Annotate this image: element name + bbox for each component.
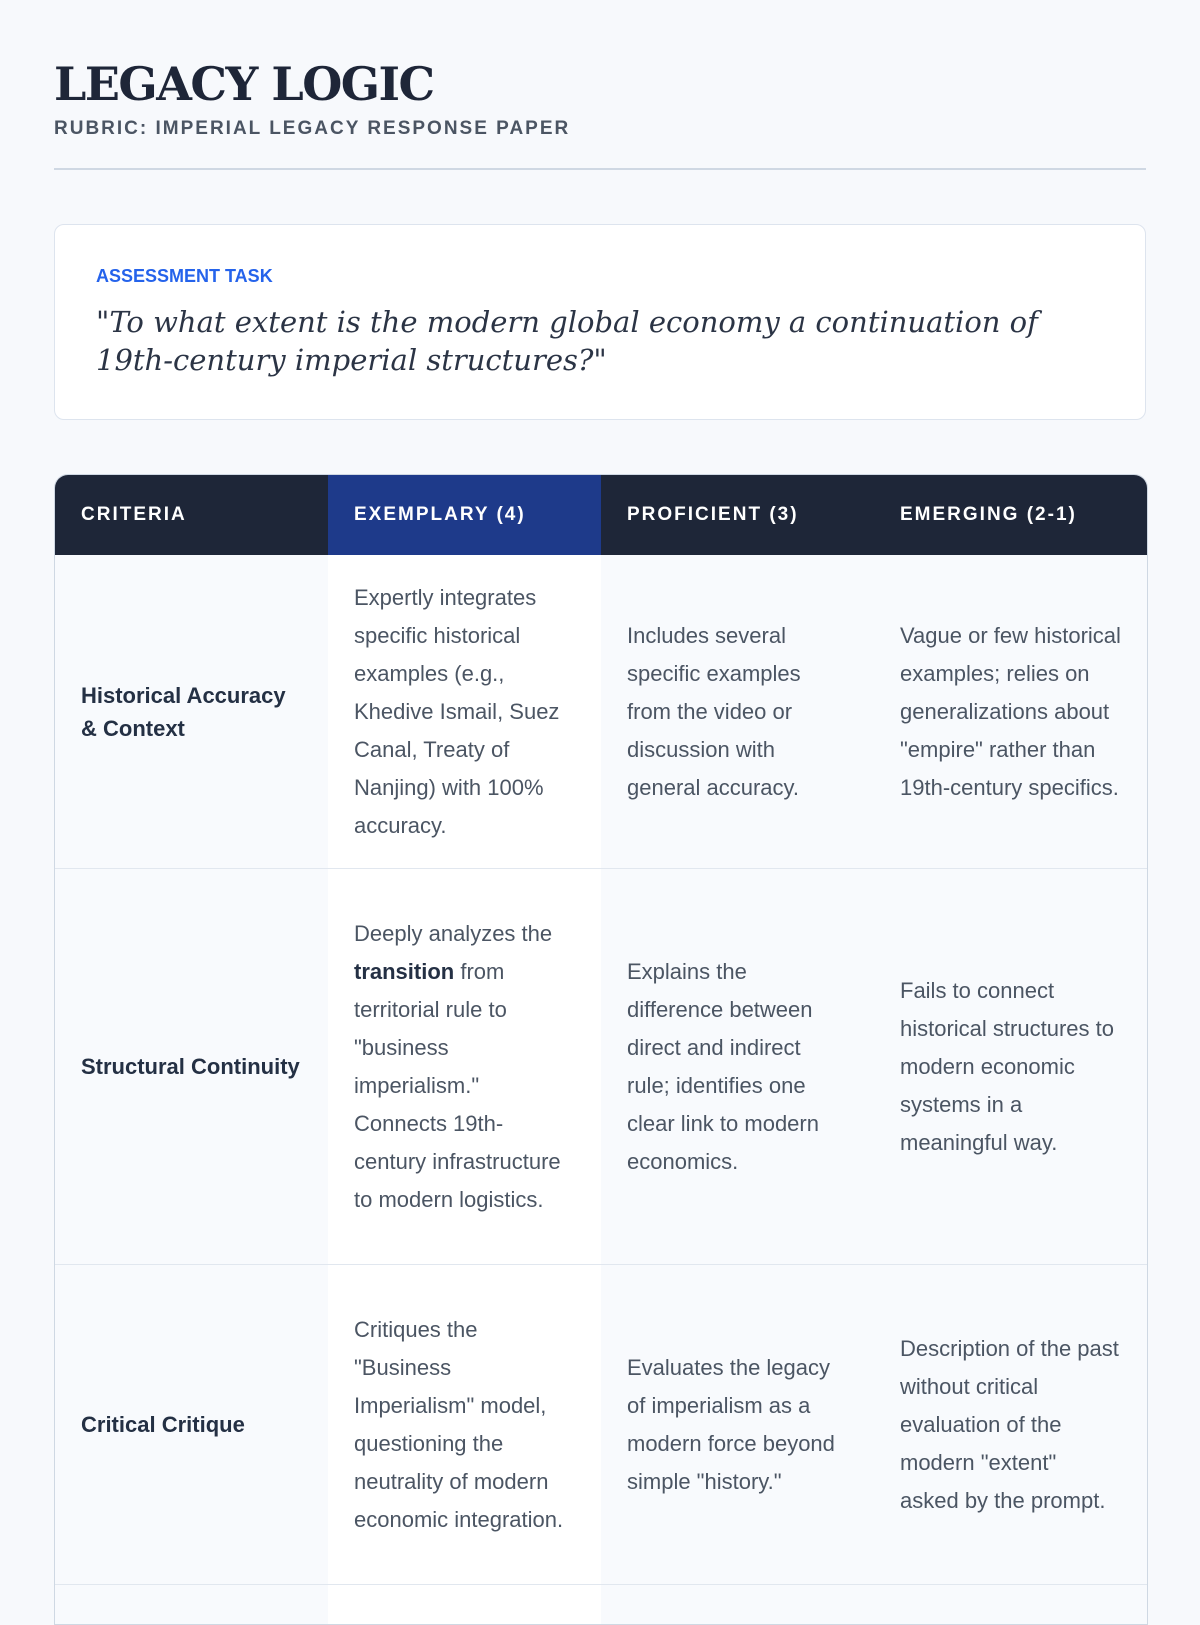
emerging-cell: Fails to connect historical structures to modern economic systems in a meaningful way. xyxy=(874,869,1147,1264)
emerging-cell: Description of the past without critical evaluation of the modern "extent" asked by the prompt. xyxy=(874,1265,1147,1584)
column-header-proficient: PROFICIENT (3) xyxy=(627,504,799,525)
column-header-exemplary: EXEMPLARY (4) xyxy=(328,475,601,555)
criteria-cell-empty xyxy=(55,1585,328,1624)
table-row xyxy=(55,555,1147,868)
table-row-partial xyxy=(55,1584,1147,1624)
criteria-cell: Critical Critique xyxy=(55,1265,328,1584)
exemplary-cell-empty xyxy=(328,1585,601,1624)
criteria-cell: Structural Continuity xyxy=(55,869,328,1264)
exemplary-text-start: Deeply analyzes the xyxy=(354,920,553,946)
emerging-cell-empty xyxy=(874,1585,1147,1624)
proficient-cell: Explains the difference between direct and indirect rule; identifies one clear link to modern economics. xyxy=(601,869,874,1264)
rubric-header-row xyxy=(55,475,1147,555)
page-subtitle: RUBRIC: IMPERIAL LEGACY RESPONSE PAPER xyxy=(54,118,571,139)
brand-title: LEGACY LOGIC xyxy=(54,57,434,111)
assessment-task-card xyxy=(54,224,1146,420)
task-question: "To what extent is the modern global economy a continuation of 19th-century imperial structures?" xyxy=(96,305,1038,377)
column-header-emerging: EMERGING (2-1) xyxy=(900,504,1077,525)
exemplary-emphasis: transition xyxy=(354,958,455,984)
exemplary-text-end: from territorial rule to "business imperialism." Connects 19th-century infrastructure to modern logistics. xyxy=(354,958,561,1212)
proficient-cell-empty xyxy=(601,1585,874,1624)
task-label: ASSESSMENT TASK xyxy=(96,266,273,286)
column-header-criteria: CRITERIA xyxy=(81,504,187,525)
proficient-cell: Evaluates the legacy of imperialism as a modern force beyond simple "history." xyxy=(601,1265,874,1584)
criteria-cell: Historical Accuracy & Context xyxy=(55,555,328,868)
table-row xyxy=(55,868,1147,1264)
exemplary-text xyxy=(354,915,575,1219)
emerging-cell: Vague or few historical examples; relies on generalizations about "empire" rather than 19th-century specifics. xyxy=(874,555,1147,868)
table-row xyxy=(55,1264,1147,1584)
rubric-table xyxy=(54,474,1148,1625)
exemplary-cell: Critiques the "Business Imperialism" model, questioning the neutrality of modern economic integration. xyxy=(328,1265,601,1584)
exemplary-cell: Expertly integrates specific historical examples (e.g., Khedive Ismail, Suez Canal, Treaty of Nanjing) with 100% accuracy. xyxy=(328,555,601,868)
page-header xyxy=(54,0,1146,170)
proficient-cell: Includes several specific examples from the video or discussion with general accuracy. xyxy=(601,555,874,868)
exemplary-cell xyxy=(328,869,601,1264)
